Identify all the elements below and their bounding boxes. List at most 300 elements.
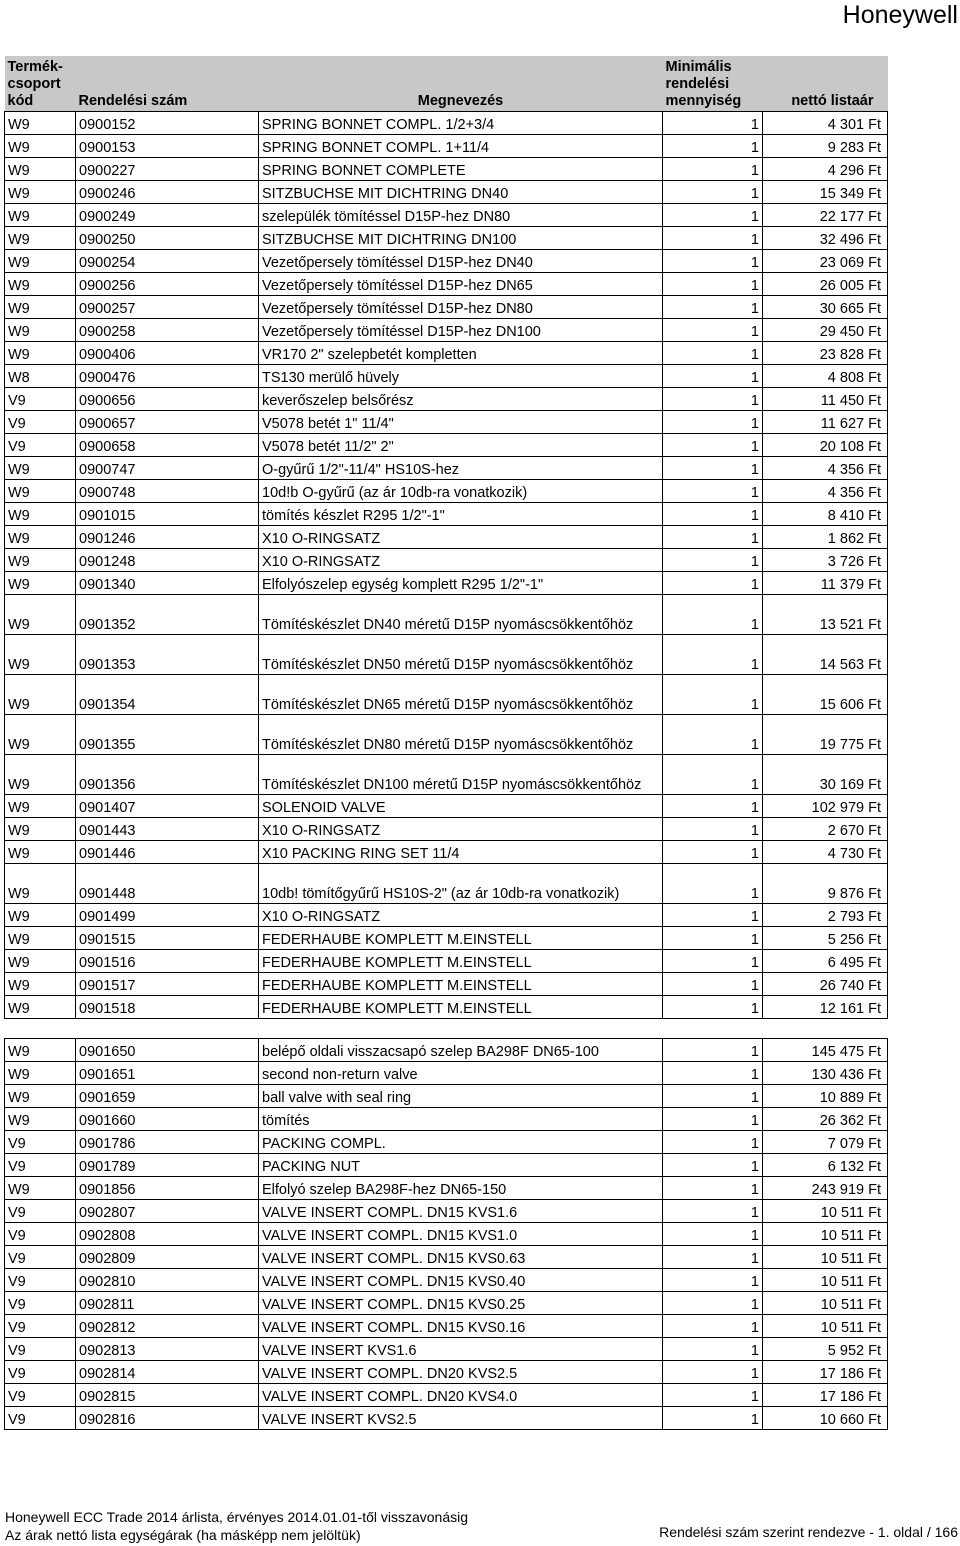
cell-description: tömítés bbox=[259, 1108, 663, 1131]
cell-order-number: 0901660 bbox=[76, 1108, 259, 1131]
cell-order-number: 0900656 bbox=[76, 388, 259, 411]
cell-description: ball valve with seal ring bbox=[259, 1085, 663, 1108]
cell-net-price: 23 828 Ft bbox=[763, 342, 888, 365]
cell-description: X10 PACKING RING SET 11/4 bbox=[259, 841, 663, 864]
cell-order-number: 0900748 bbox=[76, 480, 259, 503]
cell-min-quantity: 1 bbox=[663, 526, 763, 549]
cell-net-price: 12 161 Ft bbox=[763, 996, 888, 1019]
cell-min-quantity: 1 bbox=[663, 227, 763, 250]
cell-description: VALVE INSERT COMPL. DN15 KVS0.63 bbox=[259, 1246, 663, 1269]
cell-product-group: W9 bbox=[5, 135, 76, 158]
cell-description: Vezetőpersely tömítéssel D15P-hez DN65 bbox=[259, 273, 663, 296]
table-row bbox=[5, 549, 888, 572]
cell-net-price: 4 296 Ft bbox=[763, 158, 888, 181]
cell-order-number: 0900250 bbox=[76, 227, 259, 250]
table-row bbox=[5, 1315, 888, 1338]
table-row bbox=[5, 158, 888, 181]
cell-product-group: W9 bbox=[5, 457, 76, 480]
table-body bbox=[5, 112, 888, 1430]
cell-order-number: 0900153 bbox=[76, 135, 259, 158]
cell-product-group: W8 bbox=[5, 365, 76, 388]
table-row bbox=[5, 996, 888, 1019]
cell-net-price: 3 726 Ft bbox=[763, 549, 888, 572]
cell-product-group: W9 bbox=[5, 549, 76, 572]
cell-description: keverőszelep belsőrész bbox=[259, 388, 663, 411]
cell-order-number: 0901515 bbox=[76, 927, 259, 950]
cell-product-group: W9 bbox=[5, 572, 76, 595]
cell-description: O-gyűrű 1/2"-11/4" HS10S-hez bbox=[259, 457, 663, 480]
table-row bbox=[5, 227, 888, 250]
cell-description: FEDERHAUBE KOMPLETT M.EINSTELL bbox=[259, 973, 663, 996]
cell-product-group: V9 bbox=[5, 1384, 76, 1407]
cell-min-quantity: 1 bbox=[663, 457, 763, 480]
table-row bbox=[5, 572, 888, 595]
cell-net-price: 30 665 Ft bbox=[763, 296, 888, 319]
cell-product-group: W9 bbox=[5, 715, 76, 755]
table-row bbox=[5, 1269, 888, 1292]
table-row bbox=[5, 973, 888, 996]
cell-order-number: 0901443 bbox=[76, 818, 259, 841]
cell-product-group: V9 bbox=[5, 434, 76, 457]
cell-product-group: W9 bbox=[5, 296, 76, 319]
table-row bbox=[5, 411, 888, 434]
cell-net-price: 10 660 Ft bbox=[763, 1407, 888, 1430]
cell-min-quantity: 1 bbox=[663, 1269, 763, 1292]
cell-product-group: W9 bbox=[5, 904, 76, 927]
cell-description: VALVE INSERT COMPL. DN15 KVS0.16 bbox=[259, 1315, 663, 1338]
cell-description: VALVE INSERT COMPL. DN15 KVS1.0 bbox=[259, 1223, 663, 1246]
cell-min-quantity: 1 bbox=[663, 841, 763, 864]
cell-min-quantity: 1 bbox=[663, 1085, 763, 1108]
cell-net-price: 11 450 Ft bbox=[763, 388, 888, 411]
cell-order-number: 0901651 bbox=[76, 1062, 259, 1085]
cell-min-quantity: 1 bbox=[663, 595, 763, 635]
cell-product-group: W9 bbox=[5, 227, 76, 250]
table-header-row bbox=[5, 56, 888, 112]
table-row bbox=[5, 1338, 888, 1361]
cell-order-number: 0901246 bbox=[76, 526, 259, 549]
cell-net-price: 6 495 Ft bbox=[763, 950, 888, 973]
cell-description: VALVE INSERT KVS1.6 bbox=[259, 1338, 663, 1361]
table-row bbox=[5, 1131, 888, 1154]
cell-order-number: 0900256 bbox=[76, 273, 259, 296]
cell-min-quantity: 1 bbox=[663, 755, 763, 795]
header-min-quantity: Minimális rendelési mennyiség bbox=[663, 56, 763, 112]
cell-order-number: 0902813 bbox=[76, 1338, 259, 1361]
cell-order-number: 0901518 bbox=[76, 996, 259, 1019]
cell-description: szelepülék tömítéssel D15P-hez DN80 bbox=[259, 204, 663, 227]
cell-order-number: 0900258 bbox=[76, 319, 259, 342]
cell-net-price: 243 919 Ft bbox=[763, 1177, 888, 1200]
cell-min-quantity: 1 bbox=[663, 1200, 763, 1223]
cell-product-group: W9 bbox=[5, 1039, 76, 1062]
cell-order-number: 0902810 bbox=[76, 1269, 259, 1292]
cell-product-group: W9 bbox=[5, 595, 76, 635]
cell-description: VALVE INSERT COMPL. DN15 KVS1.6 bbox=[259, 1200, 663, 1223]
cell-description: TS130 merülő hüvely bbox=[259, 365, 663, 388]
cell-description: SPRING BONNET COMPL. 1+11/4 bbox=[259, 135, 663, 158]
footer-sort-page: Rendelési szám szerint rendezve - 1. oldal / 166 bbox=[659, 1524, 958, 1540]
cell-net-price: 6 132 Ft bbox=[763, 1154, 888, 1177]
table-row bbox=[5, 1085, 888, 1108]
cell-min-quantity: 1 bbox=[663, 549, 763, 572]
footer-price-note: Az árak nettó lista egységárak (ha másképp nem jelöltük) bbox=[5, 1527, 361, 1543]
cell-min-quantity: 1 bbox=[663, 503, 763, 526]
table-row bbox=[5, 635, 888, 675]
table-row bbox=[5, 342, 888, 365]
cell-net-price: 145 475 Ft bbox=[763, 1039, 888, 1062]
cell-description: second non-return valve bbox=[259, 1062, 663, 1085]
table-row bbox=[5, 388, 888, 411]
table-row bbox=[5, 1384, 888, 1407]
cell-net-price: 5 256 Ft bbox=[763, 927, 888, 950]
cell-net-price: 10 511 Ft bbox=[763, 1223, 888, 1246]
cell-min-quantity: 1 bbox=[663, 795, 763, 818]
cell-min-quantity: 1 bbox=[663, 904, 763, 927]
cell-product-group: W9 bbox=[5, 841, 76, 864]
spacer-cell bbox=[5, 1019, 888, 1039]
cell-net-price: 26 362 Ft bbox=[763, 1108, 888, 1131]
cell-net-price: 20 108 Ft bbox=[763, 434, 888, 457]
table-row bbox=[5, 296, 888, 319]
cell-description: VALVE INSERT COMPL. DN15 KVS0.40 bbox=[259, 1269, 663, 1292]
table-row bbox=[5, 1154, 888, 1177]
table-row bbox=[5, 181, 888, 204]
cell-net-price: 11 379 Ft bbox=[763, 572, 888, 595]
cell-order-number: 0902811 bbox=[76, 1292, 259, 1315]
cell-description: 10d!b O-gyűrű (az ár 10db-ra vonatkozik) bbox=[259, 480, 663, 503]
cell-min-quantity: 1 bbox=[663, 715, 763, 755]
cell-order-number: 0901448 bbox=[76, 864, 259, 904]
cell-net-price: 10 511 Ft bbox=[763, 1315, 888, 1338]
table-row bbox=[5, 319, 888, 342]
cell-description: VR170 2" szelepbetét kompletten bbox=[259, 342, 663, 365]
table-row bbox=[5, 818, 888, 841]
cell-order-number: 0901354 bbox=[76, 675, 259, 715]
table-row bbox=[5, 1223, 888, 1246]
table-row bbox=[5, 927, 888, 950]
cell-product-group: V9 bbox=[5, 1154, 76, 1177]
cell-min-quantity: 1 bbox=[663, 927, 763, 950]
cell-net-price: 4 301 Ft bbox=[763, 112, 888, 135]
cell-order-number: 0901789 bbox=[76, 1154, 259, 1177]
cell-order-number: 0902816 bbox=[76, 1407, 259, 1430]
table-row bbox=[5, 273, 888, 296]
cell-description: SPRING BONNET COMPL. 1/2+3/4 bbox=[259, 112, 663, 135]
cell-product-group: V9 bbox=[5, 411, 76, 434]
cell-order-number: 0901856 bbox=[76, 1177, 259, 1200]
cell-description: VALVE INSERT COMPL. DN15 KVS0.25 bbox=[259, 1292, 663, 1315]
cell-min-quantity: 1 bbox=[663, 635, 763, 675]
table-row bbox=[5, 250, 888, 273]
cell-min-quantity: 1 bbox=[663, 1131, 763, 1154]
cell-product-group: V9 bbox=[5, 1315, 76, 1338]
cell-product-group: V9 bbox=[5, 1131, 76, 1154]
cell-min-quantity: 1 bbox=[663, 864, 763, 904]
cell-min-quantity: 1 bbox=[663, 388, 763, 411]
cell-product-group: W9 bbox=[5, 319, 76, 342]
table-row bbox=[5, 503, 888, 526]
cell-product-group: W9 bbox=[5, 158, 76, 181]
table-row bbox=[5, 950, 888, 973]
header-product-group: Termék- csoport kód bbox=[5, 56, 76, 112]
cell-product-group: W9 bbox=[5, 181, 76, 204]
table-row bbox=[5, 904, 888, 927]
cell-net-price: 8 410 Ft bbox=[763, 503, 888, 526]
table-row bbox=[5, 112, 888, 135]
table-row bbox=[5, 795, 888, 818]
cell-description: X10 O-RINGSATZ bbox=[259, 818, 663, 841]
cell-min-quantity: 1 bbox=[663, 365, 763, 388]
cell-min-quantity: 1 bbox=[663, 572, 763, 595]
cell-description: X10 O-RINGSATZ bbox=[259, 904, 663, 927]
cell-product-group: W9 bbox=[5, 204, 76, 227]
cell-min-quantity: 1 bbox=[663, 1246, 763, 1269]
cell-order-number: 0901340 bbox=[76, 572, 259, 595]
cell-order-number: 0902814 bbox=[76, 1361, 259, 1384]
cell-net-price: 22 177 Ft bbox=[763, 204, 888, 227]
cell-order-number: 0900406 bbox=[76, 342, 259, 365]
cell-product-group: V9 bbox=[5, 1246, 76, 1269]
cell-min-quantity: 1 bbox=[663, 996, 763, 1019]
cell-net-price: 2 793 Ft bbox=[763, 904, 888, 927]
cell-description: Tömítéskészlet DN65 méretű D15P nyomáscsökkentőhöz bbox=[259, 675, 663, 715]
cell-description: V5078 betét 1" 11/4" bbox=[259, 411, 663, 434]
cell-net-price: 15 606 Ft bbox=[763, 675, 888, 715]
cell-product-group: V9 bbox=[5, 1200, 76, 1223]
table-row bbox=[5, 480, 888, 503]
cell-order-number: 0901407 bbox=[76, 795, 259, 818]
cell-description: VALVE INSERT COMPL. DN20 KVS2.5 bbox=[259, 1361, 663, 1384]
cell-description: Tömítéskészlet DN40 méretű D15P nyomáscsökkentőhöz bbox=[259, 595, 663, 635]
cell-product-group: W9 bbox=[5, 1108, 76, 1131]
cell-min-quantity: 1 bbox=[663, 1315, 763, 1338]
cell-order-number: 0901786 bbox=[76, 1131, 259, 1154]
cell-net-price: 26 740 Ft bbox=[763, 973, 888, 996]
cell-product-group: V9 bbox=[5, 1223, 76, 1246]
table-row bbox=[5, 1177, 888, 1200]
cell-order-number: 0901516 bbox=[76, 950, 259, 973]
cell-min-quantity: 1 bbox=[663, 158, 763, 181]
table-row bbox=[5, 755, 888, 795]
cell-net-price: 14 563 Ft bbox=[763, 635, 888, 675]
cell-product-group: W9 bbox=[5, 503, 76, 526]
cell-product-group: W9 bbox=[5, 1062, 76, 1085]
cell-order-number: 0900249 bbox=[76, 204, 259, 227]
table-row bbox=[5, 1246, 888, 1269]
cell-min-quantity: 1 bbox=[663, 480, 763, 503]
cell-product-group: W9 bbox=[5, 927, 76, 950]
cell-net-price: 4 356 Ft bbox=[763, 457, 888, 480]
cell-order-number: 0901353 bbox=[76, 635, 259, 675]
cell-product-group: W9 bbox=[5, 1085, 76, 1108]
cell-description: SITZBUCHSE MIT DICHTRING DN40 bbox=[259, 181, 663, 204]
table-row bbox=[5, 1108, 888, 1131]
cell-product-group: W9 bbox=[5, 973, 76, 996]
cell-product-group: W9 bbox=[5, 342, 76, 365]
table-row bbox=[5, 1062, 888, 1085]
cell-min-quantity: 1 bbox=[663, 1062, 763, 1085]
table-row bbox=[5, 1200, 888, 1223]
cell-net-price: 15 349 Ft bbox=[763, 181, 888, 204]
cell-min-quantity: 1 bbox=[663, 1384, 763, 1407]
cell-order-number: 0901355 bbox=[76, 715, 259, 755]
cell-description: SOLENOID VALVE bbox=[259, 795, 663, 818]
cell-min-quantity: 1 bbox=[663, 675, 763, 715]
cell-product-group: W9 bbox=[5, 864, 76, 904]
cell-product-group: W9 bbox=[5, 755, 76, 795]
cell-product-group: V9 bbox=[5, 1269, 76, 1292]
cell-product-group: W9 bbox=[5, 273, 76, 296]
cell-order-number: 0901015 bbox=[76, 503, 259, 526]
table-row bbox=[5, 841, 888, 864]
cell-description: X10 O-RINGSATZ bbox=[259, 549, 663, 572]
cell-net-price: 2 670 Ft bbox=[763, 818, 888, 841]
cell-description: SITZBUCHSE MIT DICHTRING DN100 bbox=[259, 227, 663, 250]
cell-net-price: 9 876 Ft bbox=[763, 864, 888, 904]
cell-order-number: 0901517 bbox=[76, 973, 259, 996]
cell-description: V5078 betét 11/2" 2" bbox=[259, 434, 663, 457]
cell-description: Tömítéskészlet DN50 méretű D15P nyomáscsökkentőhöz bbox=[259, 635, 663, 675]
table-row bbox=[5, 434, 888, 457]
cell-min-quantity: 1 bbox=[663, 973, 763, 996]
cell-description: PACKING NUT bbox=[259, 1154, 663, 1177]
cell-description: FEDERHAUBE KOMPLETT M.EINSTELL bbox=[259, 996, 663, 1019]
cell-min-quantity: 1 bbox=[663, 1407, 763, 1430]
cell-net-price: 29 450 Ft bbox=[763, 319, 888, 342]
cell-net-price: 5 952 Ft bbox=[763, 1338, 888, 1361]
cell-net-price: 102 979 Ft bbox=[763, 795, 888, 818]
cell-product-group: W9 bbox=[5, 795, 76, 818]
cell-net-price: 10 889 Ft bbox=[763, 1085, 888, 1108]
cell-order-number: 0901352 bbox=[76, 595, 259, 635]
cell-net-price: 11 627 Ft bbox=[763, 411, 888, 434]
cell-min-quantity: 1 bbox=[663, 250, 763, 273]
cell-order-number: 0900657 bbox=[76, 411, 259, 434]
cell-net-price: 10 511 Ft bbox=[763, 1269, 888, 1292]
table-row bbox=[5, 675, 888, 715]
table-row bbox=[5, 135, 888, 158]
table-row bbox=[5, 457, 888, 480]
cell-net-price: 26 005 Ft bbox=[763, 273, 888, 296]
table-row bbox=[5, 1407, 888, 1430]
cell-min-quantity: 1 bbox=[663, 1154, 763, 1177]
cell-order-number: 0900246 bbox=[76, 181, 259, 204]
cell-min-quantity: 1 bbox=[663, 1177, 763, 1200]
cell-order-number: 0902808 bbox=[76, 1223, 259, 1246]
cell-product-group: W9 bbox=[5, 480, 76, 503]
header-description: Megnevezés bbox=[259, 56, 663, 112]
cell-min-quantity: 1 bbox=[663, 135, 763, 158]
cell-order-number: 0901499 bbox=[76, 904, 259, 927]
cell-min-quantity: 1 bbox=[663, 112, 763, 135]
cell-order-number: 0900476 bbox=[76, 365, 259, 388]
cell-net-price: 10 511 Ft bbox=[763, 1292, 888, 1315]
table-row bbox=[5, 365, 888, 388]
cell-min-quantity: 1 bbox=[663, 411, 763, 434]
cell-description: SPRING BONNET COMPLETE bbox=[259, 158, 663, 181]
cell-product-group: V9 bbox=[5, 388, 76, 411]
cell-description: Elfolyószelep egység komplett R295 1/2"-1" bbox=[259, 572, 663, 595]
cell-description: Vezetőpersely tömítéssel D15P-hez DN80 bbox=[259, 296, 663, 319]
header-net-price: nettó listaár bbox=[763, 56, 888, 112]
cell-description: Vezetőpersely tömítéssel D15P-hez DN100 bbox=[259, 319, 663, 342]
cell-min-quantity: 1 bbox=[663, 434, 763, 457]
cell-net-price: 9 283 Ft bbox=[763, 135, 888, 158]
cell-product-group: W9 bbox=[5, 675, 76, 715]
cell-product-group: W9 bbox=[5, 112, 76, 135]
table-row bbox=[5, 1361, 888, 1384]
cell-net-price: 32 496 Ft bbox=[763, 227, 888, 250]
cell-min-quantity: 1 bbox=[663, 1108, 763, 1131]
cell-description: X10 O-RINGSATZ bbox=[259, 526, 663, 549]
footer-validity: Honeywell ECC Trade 2014 árlista, érvényes 2014.01.01-től visszavonásig bbox=[5, 1509, 469, 1525]
cell-order-number: 0901248 bbox=[76, 549, 259, 572]
table-row bbox=[5, 595, 888, 635]
brand-logo-text: Honeywell bbox=[842, 1, 958, 29]
table-row bbox=[5, 1039, 888, 1062]
cell-order-number: 0900257 bbox=[76, 296, 259, 319]
cell-order-number: 0900747 bbox=[76, 457, 259, 480]
cell-net-price: 130 436 Ft bbox=[763, 1062, 888, 1085]
cell-net-price: 10 511 Ft bbox=[763, 1246, 888, 1269]
cell-product-group: W9 bbox=[5, 996, 76, 1019]
price-list-table bbox=[4, 56, 888, 1430]
cell-product-group: W9 bbox=[5, 635, 76, 675]
cell-min-quantity: 1 bbox=[663, 818, 763, 841]
cell-order-number: 0902809 bbox=[76, 1246, 259, 1269]
table-row bbox=[5, 1292, 888, 1315]
table-spacer-row bbox=[5, 1019, 888, 1039]
cell-description: PACKING COMPL. bbox=[259, 1131, 663, 1154]
cell-product-group: W9 bbox=[5, 818, 76, 841]
cell-order-number: 0900254 bbox=[76, 250, 259, 273]
cell-order-number: 0901650 bbox=[76, 1039, 259, 1062]
cell-order-number: 0902815 bbox=[76, 1384, 259, 1407]
cell-order-number: 0900658 bbox=[76, 434, 259, 457]
cell-net-price: 10 511 Ft bbox=[763, 1200, 888, 1223]
cell-order-number: 0901446 bbox=[76, 841, 259, 864]
header-order-number: Rendelési szám bbox=[76, 56, 259, 112]
cell-product-group: W9 bbox=[5, 950, 76, 973]
cell-min-quantity: 1 bbox=[663, 1338, 763, 1361]
cell-min-quantity: 1 bbox=[663, 342, 763, 365]
cell-net-price: 17 186 Ft bbox=[763, 1384, 888, 1407]
cell-product-group: V9 bbox=[5, 1407, 76, 1430]
cell-description: belépő oldali visszacsapó szelep BA298F DN65-100 bbox=[259, 1039, 663, 1062]
cell-order-number: 0901659 bbox=[76, 1085, 259, 1108]
cell-product-group: W9 bbox=[5, 250, 76, 273]
cell-net-price: 1 862 Ft bbox=[763, 526, 888, 549]
cell-product-group: V9 bbox=[5, 1361, 76, 1384]
cell-order-number: 0901356 bbox=[76, 755, 259, 795]
cell-min-quantity: 1 bbox=[663, 1361, 763, 1384]
cell-min-quantity: 1 bbox=[663, 1223, 763, 1246]
cell-min-quantity: 1 bbox=[663, 950, 763, 973]
cell-min-quantity: 1 bbox=[663, 1292, 763, 1315]
cell-product-group: W9 bbox=[5, 526, 76, 549]
cell-net-price: 13 521 Ft bbox=[763, 595, 888, 635]
cell-net-price: 23 069 Ft bbox=[763, 250, 888, 273]
cell-product-group: W9 bbox=[5, 1177, 76, 1200]
cell-net-price: 4 730 Ft bbox=[763, 841, 888, 864]
cell-description: FEDERHAUBE KOMPLETT M.EINSTELL bbox=[259, 927, 663, 950]
cell-description: 10db! tömítőgyűrű HS10S-2" (az ár 10db-ra vonatkozik) bbox=[259, 864, 663, 904]
cell-min-quantity: 1 bbox=[663, 204, 763, 227]
table-row bbox=[5, 526, 888, 549]
cell-net-price: 17 186 Ft bbox=[763, 1361, 888, 1384]
cell-min-quantity: 1 bbox=[663, 1039, 763, 1062]
